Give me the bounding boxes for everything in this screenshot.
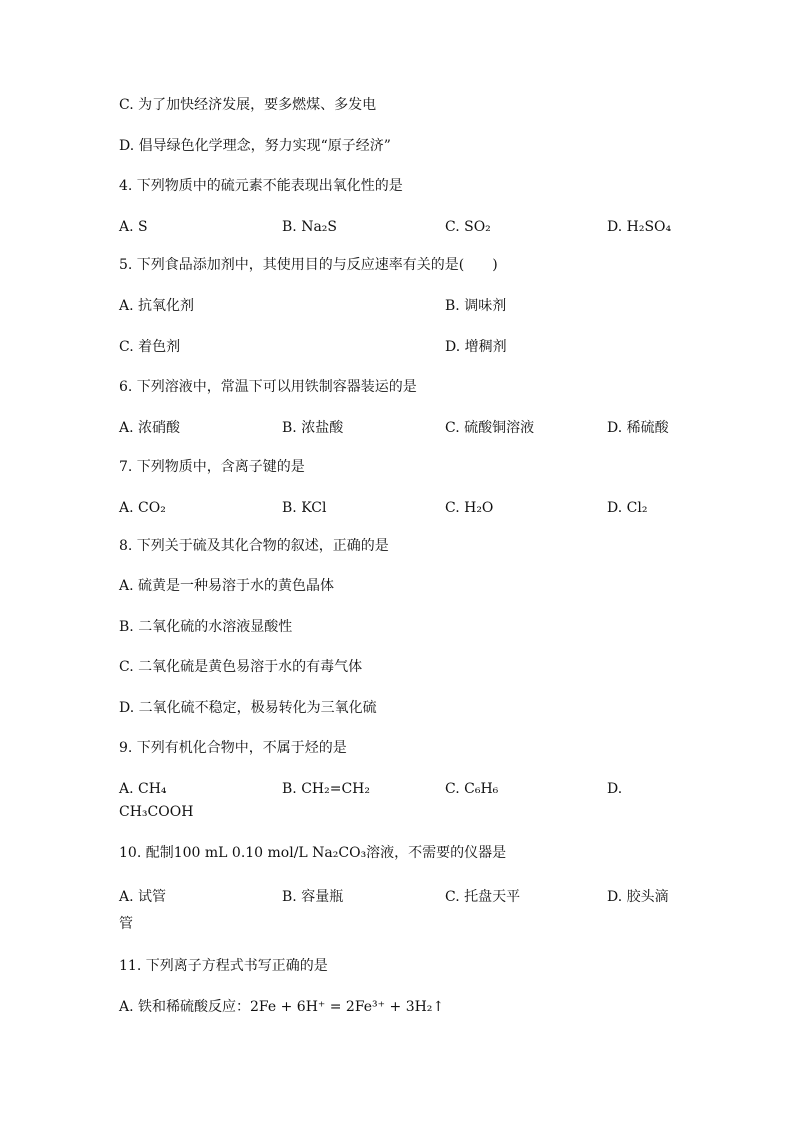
q9-option-d: D. — [607, 781, 623, 797]
q6-option-d: D. 稀硫酸 — [607, 420, 669, 436]
q4-option-a: A. S — [119, 219, 148, 235]
question-5: 5. 下列食品添加剂中，其使用目的与反应速率有关的是( ) — [119, 257, 498, 273]
question-4: 4. 下列物质中的硫元素不能表现出氧化性的是 — [119, 178, 403, 194]
q6-option-c: C. 硫酸铜溶液 — [445, 420, 535, 436]
q11-option-a: A. 铁和稀硫酸反应：2Fe + 6H⁺ = 2Fe³⁺ + 3H₂↑ — [119, 999, 445, 1015]
q7-option-c: C. H₂O — [445, 500, 494, 516]
q10-option-d: D. 胶头滴 — [607, 889, 669, 905]
q10-option-b: B. 容量瓶 — [282, 889, 344, 905]
q8-option-b: B. 二氧化硫的水溶液显酸性 — [119, 619, 293, 635]
question-7: 7. 下列物质中，含离子键的是 — [119, 459, 305, 475]
question-11: 11. 下列离子方程式书写正确的是 — [119, 958, 328, 974]
q4-option-c: C. SO₂ — [445, 219, 491, 235]
q9-option-c: C. C₆H₆ — [445, 781, 499, 797]
q5-option-a: A. 抗氧化剂 — [119, 298, 195, 314]
q6-option-a: A. 浓硝酸 — [119, 420, 181, 436]
question-8: 8. 下列关于硫及其化合物的叙述，正确的是 — [119, 538, 389, 554]
q7-option-b: B. KCl — [282, 500, 327, 516]
q9-option-d-continued: CH₃COOH — [119, 804, 194, 820]
q8-option-d: D. 二氧化硫不稳定，极易转化为三氧化硫 — [119, 700, 377, 716]
question-10: 10. 配制100 mL 0.10 mol/L Na₂CO₃溶液，不需要的仪器是 — [119, 845, 507, 861]
question-3-option-c: C. 为了加快经济发展，要多燃煤、多发电 — [119, 97, 377, 113]
question-3-option-d: D. 倡导绿色化学理念，努力实现“原子经济” — [119, 138, 391, 154]
q4-option-b: B. Na₂S — [282, 219, 337, 235]
q10-option-c: C. 托盘天平 — [445, 889, 521, 905]
q5-option-c: C. 着色剂 — [119, 339, 181, 355]
q5-option-b: B. 调味剂 — [445, 298, 507, 314]
q7-option-a: A. CO₂ — [119, 500, 166, 516]
q8-option-c: C. 二氧化硫是黄色易溶于水的有毒气体 — [119, 659, 363, 675]
q4-option-d: D. H₂SO₄ — [607, 219, 672, 235]
q7-option-d: D. Cl₂ — [607, 500, 648, 516]
question-9: 9. 下列有机化合物中，不属于烃的是 — [119, 740, 347, 756]
q5-option-d: D. 增稠剂 — [445, 339, 507, 355]
q10-option-d-continued: 管 — [119, 916, 133, 932]
question-6: 6. 下列溶液中，常温下可以用铁制容器装运的是 — [119, 379, 417, 395]
q9-option-a: A. CH₄ — [119, 781, 167, 797]
q8-option-a: A. 硫黄是一种易溶于水的黄色晶体 — [119, 578, 335, 594]
q10-option-a: A. 试管 — [119, 889, 167, 905]
q6-option-b: B. 浓盐酸 — [282, 420, 344, 436]
q9-option-b: B. CH₂=CH₂ — [282, 781, 370, 797]
